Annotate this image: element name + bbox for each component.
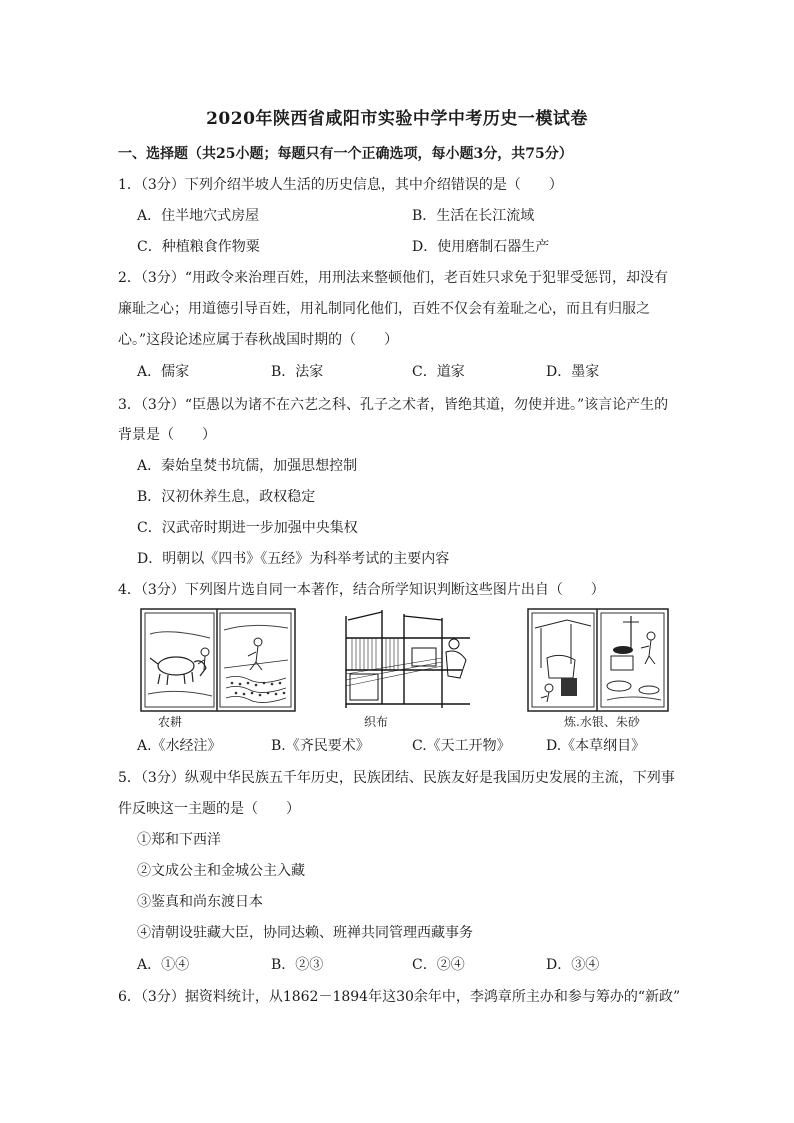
q5-option-a: A．①④ xyxy=(137,957,190,973)
q3-option-b: B．汉初休养生息，政权稳定 xyxy=(137,489,316,505)
q4-option-c: C.《天工开物》 xyxy=(412,738,511,754)
q5-item-3: ③鉴真和尚东渡日本 xyxy=(137,894,263,910)
q1-option-a: A．住半地穴式房屋 xyxy=(137,208,260,224)
q2-option-d: D．墨家 xyxy=(546,364,600,380)
q4-option-a: A.《水经注》 xyxy=(137,738,222,754)
q5-item-1: ①郑和下西洋 xyxy=(137,832,221,848)
q5-option-b: B．②③ xyxy=(271,957,324,973)
page-title: 2020年陕西省咸阳市实验中学中考历史一模试卷 xyxy=(206,109,588,129)
question-2-stem-line-1: 2．（3分）“用政令来治理百姓，用刑法来整顿他们，老百姓只求免于犯罪受惩罚，却没有 xyxy=(118,270,668,286)
q3-option-a: A．秦始皇焚书坑儒，加强思想控制 xyxy=(137,458,358,474)
figure-caption-mercury: 炼.水银、朱砂 xyxy=(564,715,640,729)
q5-option-d: D．③④ xyxy=(546,957,600,973)
q4-option-b: B.《齐民要术》 xyxy=(271,738,370,754)
q3-option-d: D．明朝以《四书》《五经》为科举考试的主要内容 xyxy=(137,551,450,567)
question-1-stem: 1．（3分）下列介绍半坡人生活的历史信息，其中介绍错误的是（ ） xyxy=(118,177,563,193)
q4-option-d: D.《本草纲目》 xyxy=(546,738,646,754)
q2-option-a: A．儒家 xyxy=(137,364,190,380)
q2-option-c: C．道家 xyxy=(412,364,465,380)
farming-illustration xyxy=(140,608,296,712)
question-3-stem-line-2: 背景是（ ） xyxy=(118,427,216,443)
figure-caption-weaving: 织布 xyxy=(364,715,389,729)
q1-option-c: C．种植粮食作物粟 xyxy=(137,239,260,255)
question-6-stem: 6．（3分）据资料统计，从1862－1894年这30余年中，李鸿章所主办和参与筹办的“新政” xyxy=(118,989,681,1005)
question-4-stem: 4．（3分）下列图片选自同一本著作，结合所学知识判断这些图片出自（ ） xyxy=(118,582,605,598)
q5-option-c: C．②④ xyxy=(412,957,465,973)
question-5-stem-line-2: 件反映这一主题的是（ ） xyxy=(118,801,300,817)
section-heading: 一、选择题（共25小题；每题只有一个正确选项，每小题3分，共75分） xyxy=(118,146,573,162)
question-3-stem-line-1: 3．（3分）“臣愚以为诸不在六艺之科、孔子之术者，皆绝其道，勿使并进。”该言论产生的 xyxy=(118,397,669,413)
q2-option-b: B．法家 xyxy=(271,364,324,380)
q5-item-2: ②文成公主和金城公主入藏 xyxy=(137,863,305,879)
figure-caption-farming: 农耕 xyxy=(158,715,183,729)
question-2-stem-line-2: 廉耻之心；用道德引导百姓，用礼制同化他们，百姓不仅会有羞耻之心，而且有归服之 xyxy=(118,301,650,317)
weaving-loom-illustration xyxy=(342,608,474,712)
q1-option-b: B．生活在长江流域 xyxy=(412,208,535,224)
q5-item-4: ④清朝设驻藏大臣，协同达赖、班禅共同管理西藏事务 xyxy=(137,925,473,941)
question-5-stem-line-1: 5．（3分）纵观中华民族五千年历史，民族团结、民族友好是我国历史发展的主流，下列事 xyxy=(118,770,675,786)
q3-option-c: C．汉武帝时期进一步加强中央集权 xyxy=(137,520,358,536)
q1-option-d: D．使用磨制石器生产 xyxy=(412,239,550,255)
question-2-stem-line-3: 心。”这段论述应属于春秋战国时期的（ ） xyxy=(118,332,399,348)
mercury-cinnabar-illustration xyxy=(527,608,669,712)
